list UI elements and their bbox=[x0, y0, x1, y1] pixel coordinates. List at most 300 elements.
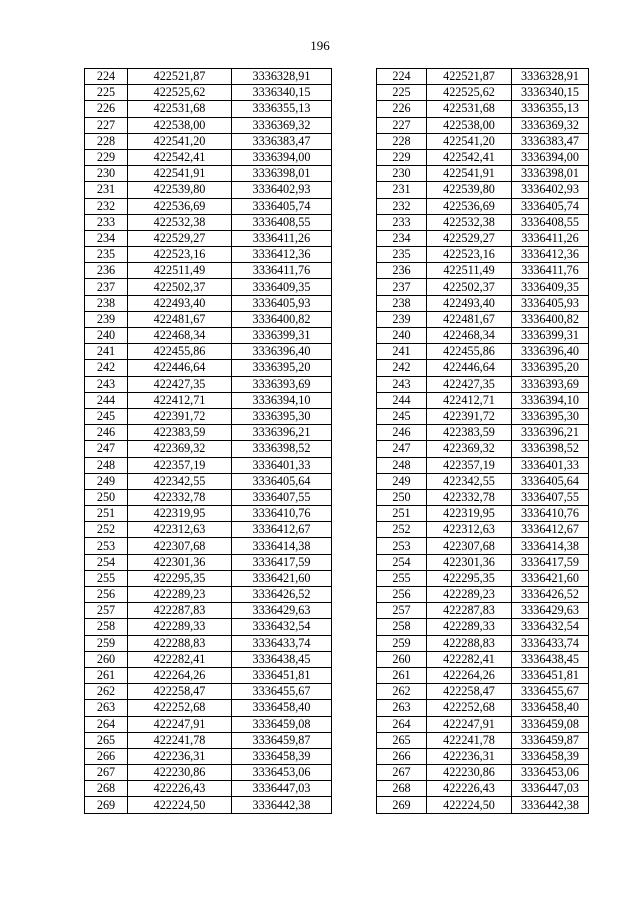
table-row bbox=[85, 214, 332, 230]
y-coordinate-cell: 3336459,87 bbox=[232, 732, 332, 748]
table-row bbox=[377, 538, 589, 554]
y-coordinate-cell: 3336458,39 bbox=[512, 748, 589, 764]
y-coordinate-cell: 3336401,33 bbox=[232, 457, 332, 473]
point-number-cell: 264 bbox=[85, 716, 128, 732]
table-row bbox=[377, 651, 589, 667]
y-coordinate-cell: 3336429,63 bbox=[512, 603, 589, 619]
y-coordinate-cell: 3336410,76 bbox=[512, 506, 589, 522]
point-number-cell: 226 bbox=[85, 101, 128, 117]
y-coordinate-cell: 3336405,93 bbox=[232, 295, 332, 311]
y-coordinate-cell: 3336412,36 bbox=[232, 247, 332, 263]
y-coordinate-cell: 3336399,31 bbox=[232, 328, 332, 344]
table-row bbox=[85, 522, 332, 538]
table-row bbox=[85, 425, 332, 441]
y-coordinate-cell: 3336414,38 bbox=[232, 538, 332, 554]
point-number-cell: 234 bbox=[377, 230, 427, 246]
point-number-cell: 236 bbox=[377, 263, 427, 279]
point-number-cell: 232 bbox=[377, 198, 427, 214]
table-row bbox=[85, 117, 332, 133]
table-row bbox=[85, 716, 332, 732]
x-coordinate-cell: 422536,69 bbox=[427, 198, 512, 214]
x-coordinate-cell: 422258,47 bbox=[427, 684, 512, 700]
point-number-cell: 259 bbox=[377, 635, 427, 651]
point-number-cell: 252 bbox=[377, 522, 427, 538]
y-coordinate-cell: 3336369,32 bbox=[232, 117, 332, 133]
table-row bbox=[377, 149, 589, 165]
y-coordinate-cell: 3336405,74 bbox=[512, 198, 589, 214]
point-number-cell: 261 bbox=[377, 667, 427, 683]
point-number-cell: 242 bbox=[377, 360, 427, 376]
y-coordinate-cell: 3336410,76 bbox=[232, 506, 332, 522]
point-number-cell: 262 bbox=[377, 684, 427, 700]
point-number-cell: 225 bbox=[377, 85, 427, 101]
y-coordinate-cell: 3336405,93 bbox=[512, 295, 589, 311]
x-coordinate-cell: 422288,83 bbox=[427, 635, 512, 651]
point-number-cell: 268 bbox=[377, 781, 427, 797]
x-coordinate-cell: 422523,16 bbox=[427, 247, 512, 263]
point-number-cell: 258 bbox=[85, 619, 128, 635]
x-coordinate-cell: 422224,50 bbox=[128, 797, 232, 813]
point-number-cell: 244 bbox=[377, 392, 427, 408]
point-number-cell: 224 bbox=[85, 69, 128, 85]
y-coordinate-cell: 3336459,08 bbox=[232, 716, 332, 732]
x-coordinate-cell: 422282,41 bbox=[128, 651, 232, 667]
y-coordinate-cell: 3336451,81 bbox=[232, 667, 332, 683]
y-coordinate-cell: 3336412,67 bbox=[512, 522, 589, 538]
x-coordinate-cell: 422241,78 bbox=[128, 732, 232, 748]
x-coordinate-cell: 422236,31 bbox=[427, 748, 512, 764]
point-number-cell: 235 bbox=[85, 247, 128, 263]
coordinates-table-left-body bbox=[85, 69, 332, 814]
point-number-cell: 259 bbox=[85, 635, 128, 651]
point-number-cell: 257 bbox=[85, 603, 128, 619]
table-row bbox=[85, 263, 332, 279]
x-coordinate-cell: 422319,95 bbox=[427, 506, 512, 522]
point-number-cell: 254 bbox=[85, 554, 128, 570]
table-row bbox=[377, 360, 589, 376]
point-number-cell: 241 bbox=[377, 344, 427, 360]
x-coordinate-cell: 422455,86 bbox=[427, 344, 512, 360]
table-row bbox=[85, 376, 332, 392]
table-row bbox=[377, 748, 589, 764]
y-coordinate-cell: 3336328,91 bbox=[512, 69, 589, 85]
x-coordinate-cell: 422282,41 bbox=[427, 651, 512, 667]
point-number-cell: 235 bbox=[377, 247, 427, 263]
x-coordinate-cell: 422521,87 bbox=[427, 69, 512, 85]
x-coordinate-cell: 422391,72 bbox=[128, 408, 232, 424]
x-coordinate-cell: 422538,00 bbox=[128, 117, 232, 133]
x-coordinate-cell: 422529,27 bbox=[128, 230, 232, 246]
table-row bbox=[377, 700, 589, 716]
y-coordinate-cell: 3336421,60 bbox=[232, 570, 332, 586]
x-coordinate-cell: 422539,80 bbox=[427, 182, 512, 198]
point-number-cell: 226 bbox=[377, 101, 427, 117]
x-coordinate-cell: 422481,67 bbox=[128, 311, 232, 327]
point-number-cell: 246 bbox=[85, 425, 128, 441]
x-coordinate-cell: 422427,35 bbox=[427, 376, 512, 392]
point-number-cell: 229 bbox=[377, 149, 427, 165]
y-coordinate-cell: 3336398,52 bbox=[512, 441, 589, 457]
table-row bbox=[85, 635, 332, 651]
table-row bbox=[377, 279, 589, 295]
point-number-cell: 247 bbox=[85, 441, 128, 457]
point-number-cell: 239 bbox=[85, 311, 128, 327]
y-coordinate-cell: 3336396,40 bbox=[512, 344, 589, 360]
point-number-cell: 264 bbox=[377, 716, 427, 732]
point-number-cell: 248 bbox=[85, 457, 128, 473]
x-coordinate-cell: 422511,49 bbox=[128, 263, 232, 279]
x-coordinate-cell: 422289,33 bbox=[128, 619, 232, 635]
table-row bbox=[85, 198, 332, 214]
y-coordinate-cell: 3336405,64 bbox=[232, 473, 332, 489]
x-coordinate-cell: 422342,55 bbox=[427, 473, 512, 489]
table-row bbox=[85, 279, 332, 295]
x-coordinate-cell: 422383,59 bbox=[128, 425, 232, 441]
table-row bbox=[377, 554, 589, 570]
point-number-cell: 245 bbox=[85, 408, 128, 424]
table-row bbox=[377, 522, 589, 538]
x-coordinate-cell: 422252,68 bbox=[128, 700, 232, 716]
x-coordinate-cell: 422529,27 bbox=[427, 230, 512, 246]
x-coordinate-cell: 422525,62 bbox=[128, 85, 232, 101]
table-row bbox=[85, 619, 332, 635]
point-number-cell: 262 bbox=[85, 684, 128, 700]
table-row bbox=[377, 376, 589, 392]
x-coordinate-cell: 422230,86 bbox=[128, 765, 232, 781]
y-coordinate-cell: 3336447,03 bbox=[232, 781, 332, 797]
x-coordinate-cell: 422287,83 bbox=[427, 603, 512, 619]
x-coordinate-cell: 422319,95 bbox=[128, 506, 232, 522]
table-row bbox=[85, 295, 332, 311]
point-number-cell: 224 bbox=[377, 69, 427, 85]
table-row bbox=[85, 441, 332, 457]
table-row bbox=[377, 667, 589, 683]
y-coordinate-cell: 3336426,52 bbox=[232, 587, 332, 603]
y-coordinate-cell: 3336398,01 bbox=[512, 166, 589, 182]
y-coordinate-cell: 3336429,63 bbox=[232, 603, 332, 619]
x-coordinate-cell: 422412,71 bbox=[128, 392, 232, 408]
y-coordinate-cell: 3336340,15 bbox=[512, 85, 589, 101]
y-coordinate-cell: 3336414,38 bbox=[512, 538, 589, 554]
y-coordinate-cell: 3336369,32 bbox=[512, 117, 589, 133]
x-coordinate-cell: 422481,67 bbox=[427, 311, 512, 327]
x-coordinate-cell: 422307,68 bbox=[128, 538, 232, 554]
table-row bbox=[85, 797, 332, 813]
y-coordinate-cell: 3336409,35 bbox=[512, 279, 589, 295]
point-number-cell: 249 bbox=[85, 473, 128, 489]
y-coordinate-cell: 3336355,13 bbox=[512, 101, 589, 117]
x-coordinate-cell: 422455,86 bbox=[128, 344, 232, 360]
x-coordinate-cell: 422247,91 bbox=[427, 716, 512, 732]
y-coordinate-cell: 3336399,31 bbox=[512, 328, 589, 344]
y-coordinate-cell: 3336383,47 bbox=[512, 133, 589, 149]
table-row bbox=[85, 360, 332, 376]
y-coordinate-cell: 3336417,59 bbox=[232, 554, 332, 570]
table-row bbox=[85, 765, 332, 781]
y-coordinate-cell: 3336400,82 bbox=[512, 311, 589, 327]
table-row bbox=[85, 473, 332, 489]
x-coordinate-cell: 422493,40 bbox=[427, 295, 512, 311]
table-row bbox=[85, 69, 332, 85]
table-row bbox=[85, 328, 332, 344]
table-row bbox=[377, 619, 589, 635]
y-coordinate-cell: 3336409,35 bbox=[232, 279, 332, 295]
table-row bbox=[377, 166, 589, 182]
point-number-cell: 227 bbox=[377, 117, 427, 133]
table-row bbox=[377, 408, 589, 424]
x-coordinate-cell: 422357,19 bbox=[128, 457, 232, 473]
x-coordinate-cell: 422427,35 bbox=[128, 376, 232, 392]
y-coordinate-cell: 3336433,74 bbox=[512, 635, 589, 651]
y-coordinate-cell: 3336407,55 bbox=[512, 489, 589, 505]
y-coordinate-cell: 3336383,47 bbox=[232, 133, 332, 149]
x-coordinate-cell: 422531,68 bbox=[427, 101, 512, 117]
table-row bbox=[377, 570, 589, 586]
table-row bbox=[85, 684, 332, 700]
table-row bbox=[377, 230, 589, 246]
table-row bbox=[85, 408, 332, 424]
x-coordinate-cell: 422502,37 bbox=[128, 279, 232, 295]
y-coordinate-cell: 3336393,69 bbox=[512, 376, 589, 392]
point-number-cell: 240 bbox=[377, 328, 427, 344]
x-coordinate-cell: 422264,26 bbox=[128, 667, 232, 683]
table-row bbox=[377, 473, 589, 489]
point-number-cell: 250 bbox=[85, 489, 128, 505]
x-coordinate-cell: 422369,32 bbox=[128, 441, 232, 457]
y-coordinate-cell: 3336451,81 bbox=[512, 667, 589, 683]
y-coordinate-cell: 3336396,21 bbox=[512, 425, 589, 441]
table-row bbox=[377, 506, 589, 522]
y-coordinate-cell: 3336411,26 bbox=[232, 230, 332, 246]
table-row bbox=[377, 797, 589, 813]
x-coordinate-cell: 422295,35 bbox=[427, 570, 512, 586]
table-row bbox=[85, 344, 332, 360]
point-number-cell: 234 bbox=[85, 230, 128, 246]
x-coordinate-cell: 422301,36 bbox=[128, 554, 232, 570]
x-coordinate-cell: 422446,64 bbox=[128, 360, 232, 376]
table-row bbox=[85, 230, 332, 246]
point-number-cell: 257 bbox=[377, 603, 427, 619]
page-number: 196 bbox=[310, 38, 330, 53]
point-number-cell: 229 bbox=[85, 149, 128, 165]
y-coordinate-cell: 3336405,74 bbox=[232, 198, 332, 214]
y-coordinate-cell: 3336438,45 bbox=[232, 651, 332, 667]
y-coordinate-cell: 3336432,54 bbox=[232, 619, 332, 635]
point-number-cell: 245 bbox=[377, 408, 427, 424]
x-coordinate-cell: 422383,59 bbox=[427, 425, 512, 441]
coordinates-table-right-body bbox=[377, 69, 589, 814]
point-number-cell: 247 bbox=[377, 441, 427, 457]
point-number-cell: 246 bbox=[377, 425, 427, 441]
y-coordinate-cell: 3336328,91 bbox=[232, 69, 332, 85]
y-coordinate-cell: 3336395,20 bbox=[232, 360, 332, 376]
x-coordinate-cell: 422258,47 bbox=[128, 684, 232, 700]
point-number-cell: 265 bbox=[377, 732, 427, 748]
x-coordinate-cell: 422287,83 bbox=[128, 603, 232, 619]
x-coordinate-cell: 422542,41 bbox=[128, 149, 232, 165]
point-number-cell: 269 bbox=[377, 797, 427, 813]
table-row bbox=[85, 133, 332, 149]
table-row bbox=[377, 247, 589, 263]
point-number-cell: 260 bbox=[85, 651, 128, 667]
table-row bbox=[377, 441, 589, 457]
x-coordinate-cell: 422541,20 bbox=[427, 133, 512, 149]
table-row bbox=[85, 587, 332, 603]
point-number-cell: 252 bbox=[85, 522, 128, 538]
table-row bbox=[377, 328, 589, 344]
point-number-cell: 233 bbox=[85, 214, 128, 230]
y-coordinate-cell: 3336417,59 bbox=[512, 554, 589, 570]
point-number-cell: 250 bbox=[377, 489, 427, 505]
point-number-cell: 248 bbox=[377, 457, 427, 473]
y-coordinate-cell: 3336432,54 bbox=[512, 619, 589, 635]
y-coordinate-cell: 3336340,15 bbox=[232, 85, 332, 101]
y-coordinate-cell: 3336401,33 bbox=[512, 457, 589, 473]
y-coordinate-cell: 3336394,00 bbox=[232, 149, 332, 165]
x-coordinate-cell: 422301,36 bbox=[427, 554, 512, 570]
x-coordinate-cell: 422295,35 bbox=[128, 570, 232, 586]
table-row bbox=[377, 457, 589, 473]
point-number-cell: 243 bbox=[377, 376, 427, 392]
x-coordinate-cell: 422468,34 bbox=[427, 328, 512, 344]
point-number-cell: 227 bbox=[85, 117, 128, 133]
y-coordinate-cell: 3336453,06 bbox=[512, 765, 589, 781]
y-coordinate-cell: 3336411,26 bbox=[512, 230, 589, 246]
x-coordinate-cell: 422391,72 bbox=[427, 408, 512, 424]
x-coordinate-cell: 422541,91 bbox=[427, 166, 512, 182]
table-row bbox=[377, 263, 589, 279]
x-coordinate-cell: 422525,62 bbox=[427, 85, 512, 101]
y-coordinate-cell: 3336433,74 bbox=[232, 635, 332, 651]
x-coordinate-cell: 422541,20 bbox=[128, 133, 232, 149]
point-number-cell: 244 bbox=[85, 392, 128, 408]
point-number-cell: 255 bbox=[377, 570, 427, 586]
x-coordinate-cell: 422264,26 bbox=[427, 667, 512, 683]
table-row bbox=[377, 603, 589, 619]
table-row bbox=[85, 311, 332, 327]
table-row bbox=[85, 506, 332, 522]
table-row bbox=[85, 101, 332, 117]
table-row bbox=[85, 85, 332, 101]
table-row bbox=[377, 732, 589, 748]
y-coordinate-cell: 3336396,40 bbox=[232, 344, 332, 360]
y-coordinate-cell: 3336395,20 bbox=[512, 360, 589, 376]
table-row bbox=[377, 425, 589, 441]
table-row bbox=[377, 133, 589, 149]
x-coordinate-cell: 422511,49 bbox=[427, 263, 512, 279]
point-number-cell: 253 bbox=[377, 538, 427, 554]
x-coordinate-cell: 422307,68 bbox=[427, 538, 512, 554]
x-coordinate-cell: 422532,38 bbox=[427, 214, 512, 230]
y-coordinate-cell: 3336455,67 bbox=[232, 684, 332, 700]
x-coordinate-cell: 422332,78 bbox=[128, 489, 232, 505]
y-coordinate-cell: 3336402,93 bbox=[232, 182, 332, 198]
point-number-cell: 261 bbox=[85, 667, 128, 683]
y-coordinate-cell: 3336405,64 bbox=[512, 473, 589, 489]
y-coordinate-cell: 3336393,69 bbox=[232, 376, 332, 392]
y-coordinate-cell: 3336395,30 bbox=[232, 408, 332, 424]
table-row bbox=[377, 489, 589, 505]
table-row bbox=[85, 489, 332, 505]
x-coordinate-cell: 422493,40 bbox=[128, 295, 232, 311]
point-number-cell: 225 bbox=[85, 85, 128, 101]
table-row bbox=[85, 748, 332, 764]
table-row bbox=[377, 295, 589, 311]
table-row bbox=[85, 732, 332, 748]
point-number-cell: 241 bbox=[85, 344, 128, 360]
table-row bbox=[377, 101, 589, 117]
table-row bbox=[377, 684, 589, 700]
point-number-cell: 260 bbox=[377, 651, 427, 667]
table-row bbox=[377, 344, 589, 360]
table-row bbox=[85, 247, 332, 263]
y-coordinate-cell: 3336394,10 bbox=[232, 392, 332, 408]
y-coordinate-cell: 3336395,30 bbox=[512, 408, 589, 424]
table-row bbox=[377, 69, 589, 85]
x-coordinate-cell: 422468,34 bbox=[128, 328, 232, 344]
table-row bbox=[85, 651, 332, 667]
point-number-cell: 243 bbox=[85, 376, 128, 392]
point-number-cell: 266 bbox=[85, 748, 128, 764]
point-number-cell: 231 bbox=[377, 182, 427, 198]
y-coordinate-cell: 3336412,36 bbox=[512, 247, 589, 263]
coordinates-table-right bbox=[376, 68, 589, 814]
y-coordinate-cell: 3336458,40 bbox=[512, 700, 589, 716]
table-row bbox=[85, 149, 332, 165]
y-coordinate-cell: 3336438,45 bbox=[512, 651, 589, 667]
table-row bbox=[85, 166, 332, 182]
y-coordinate-cell: 3336412,67 bbox=[232, 522, 332, 538]
y-coordinate-cell: 3336455,67 bbox=[512, 684, 589, 700]
point-number-cell: 237 bbox=[85, 279, 128, 295]
point-number-cell: 256 bbox=[85, 587, 128, 603]
x-coordinate-cell: 422332,78 bbox=[427, 489, 512, 505]
y-coordinate-cell: 3336396,21 bbox=[232, 425, 332, 441]
point-number-cell: 265 bbox=[85, 732, 128, 748]
x-coordinate-cell: 422289,23 bbox=[128, 587, 232, 603]
table-row bbox=[85, 700, 332, 716]
x-coordinate-cell: 422288,83 bbox=[128, 635, 232, 651]
x-coordinate-cell: 422521,87 bbox=[128, 69, 232, 85]
point-number-cell: 230 bbox=[377, 166, 427, 182]
y-coordinate-cell: 3336400,82 bbox=[232, 311, 332, 327]
point-number-cell: 240 bbox=[85, 328, 128, 344]
point-number-cell: 249 bbox=[377, 473, 427, 489]
point-number-cell: 251 bbox=[377, 506, 427, 522]
point-number-cell: 231 bbox=[85, 182, 128, 198]
y-coordinate-cell: 3336453,06 bbox=[232, 765, 332, 781]
x-coordinate-cell: 422446,64 bbox=[427, 360, 512, 376]
coordinates-table-left bbox=[84, 68, 332, 814]
x-coordinate-cell: 422538,00 bbox=[427, 117, 512, 133]
x-coordinate-cell: 422247,91 bbox=[128, 716, 232, 732]
x-coordinate-cell: 422536,69 bbox=[128, 198, 232, 214]
table-row bbox=[377, 182, 589, 198]
point-number-cell: 251 bbox=[85, 506, 128, 522]
x-coordinate-cell: 422226,43 bbox=[427, 781, 512, 797]
point-number-cell: 228 bbox=[377, 133, 427, 149]
table-row bbox=[85, 781, 332, 797]
point-number-cell: 263 bbox=[85, 700, 128, 716]
x-coordinate-cell: 422532,38 bbox=[128, 214, 232, 230]
table-row bbox=[85, 457, 332, 473]
point-number-cell: 253 bbox=[85, 538, 128, 554]
y-coordinate-cell: 3336394,10 bbox=[512, 392, 589, 408]
y-coordinate-cell: 3336398,52 bbox=[232, 441, 332, 457]
y-coordinate-cell: 3336407,55 bbox=[232, 489, 332, 505]
x-coordinate-cell: 422312,63 bbox=[427, 522, 512, 538]
point-number-cell: 255 bbox=[85, 570, 128, 586]
